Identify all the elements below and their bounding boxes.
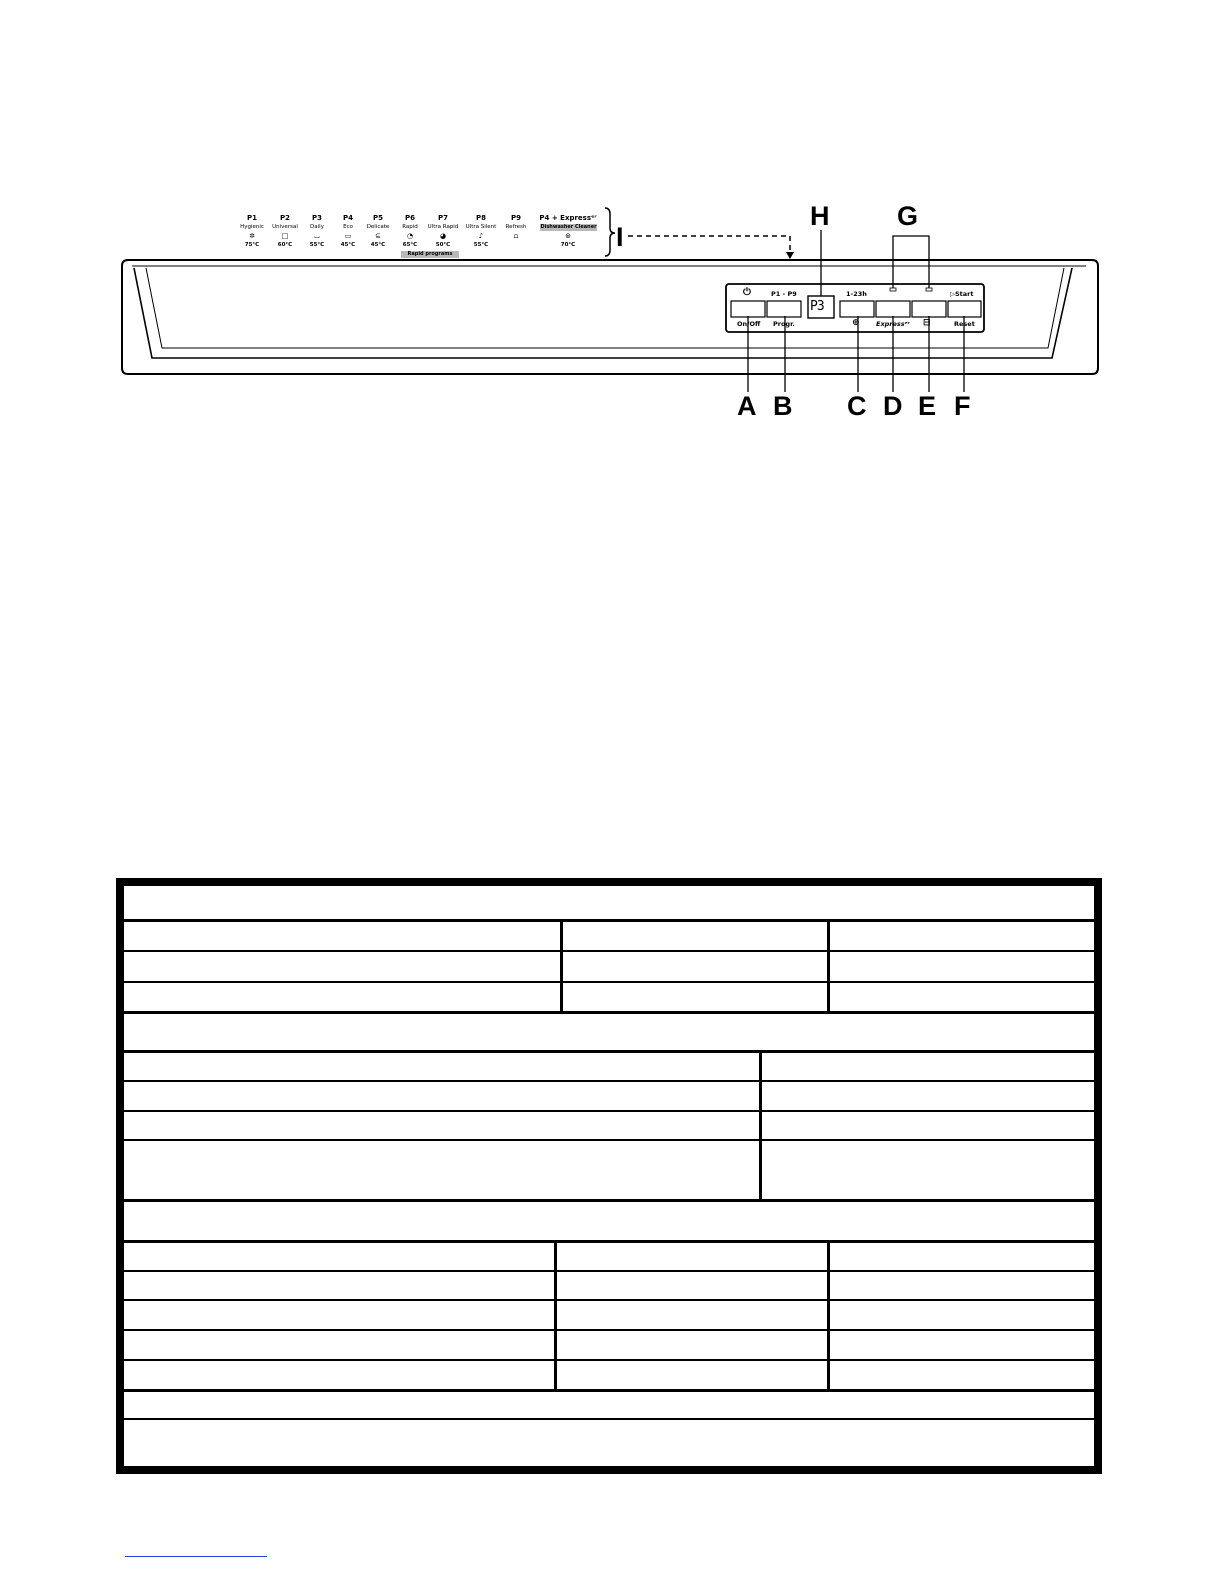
divider <box>124 950 1094 952</box>
section-1-header <box>124 886 1094 919</box>
delicate-icon: ⊆ <box>375 232 381 240</box>
panel-outline <box>0 0 1224 430</box>
divider <box>759 1050 762 1200</box>
dishwasher-cleaner-icon: ⊛ <box>565 232 571 240</box>
ultra-silent-icon: ♪ <box>478 232 484 240</box>
divider <box>124 1139 1094 1141</box>
callout-d: D <box>883 391 903 421</box>
play-icon: ▷ <box>950 290 955 298</box>
program-p3: P3 Daily ⌴ 55°C <box>297 214 337 249</box>
callout-e: E <box>918 391 937 421</box>
reset-label: Reset <box>954 320 975 328</box>
express-label: Expressᵉʳ <box>876 320 910 328</box>
hygienic-icon: ✲ <box>249 232 255 240</box>
divider <box>560 919 563 1014</box>
divider <box>124 1270 1094 1272</box>
divider <box>124 981 1094 983</box>
program-p9: P9 Refresh ⩍ <box>496 214 536 241</box>
power-icon: ⏻ <box>743 287 751 298</box>
callout-f: F <box>954 391 971 421</box>
clock-icon: ⊕ <box>852 318 860 328</box>
program-p1: P1 Hygienic ✲ 75°C <box>232 214 272 249</box>
divider <box>124 919 1094 922</box>
program-p7: P7 Ultra Rapid ◕ 50°C <box>423 214 463 249</box>
daily-icon: ⌴ <box>314 232 320 240</box>
callout-c: C <box>847 391 867 421</box>
section-3-header <box>124 1202 1094 1240</box>
divider <box>124 1080 1094 1082</box>
footer-link[interactable] <box>125 1556 267 1557</box>
program-p2: P2 Universal □ 60°C <box>265 214 305 249</box>
callout-g: G <box>897 201 919 231</box>
half-load-icon: ⊟ <box>923 318 931 328</box>
start-label: ▷Start <box>950 290 974 298</box>
program-display: P3 <box>810 299 824 314</box>
on-off-label: On/Off <box>737 320 761 328</box>
divider <box>124 1050 1094 1053</box>
refresh-icon: ⩍ <box>513 232 519 240</box>
specification-table <box>116 878 1102 1474</box>
callout-h: H <box>810 201 830 231</box>
callout-b: B <box>773 391 793 421</box>
ultra-rapid-icon: ◕ <box>439 232 447 240</box>
program-p5: P5 Delicate ⊆ 45°C <box>358 214 398 249</box>
section-2-header <box>124 1014 1094 1050</box>
divider <box>554 1240 557 1390</box>
divider <box>827 1240 830 1390</box>
eco-icon: ▭ <box>344 232 352 240</box>
progr-label: Progr. <box>773 320 795 328</box>
program-range-label: P1 - P9 <box>771 290 797 298</box>
rapid-programs-tag: Rapid programs <box>401 251 459 258</box>
delay-button[interactable] <box>840 301 874 317</box>
dishwasher-cleaner-tag: Dishwasher Cleaner <box>540 224 597 230</box>
program-p8: P8 Ultra Silent ♪ 55°C <box>461 214 501 249</box>
start-reset-button[interactable] <box>948 301 981 317</box>
delay-range-label: 1-23h <box>846 290 867 298</box>
divider <box>124 1359 1094 1361</box>
on-off-button[interactable] <box>731 301 765 317</box>
divider <box>124 1389 1094 1392</box>
program-p6: P6 Rapid ◔ 65°C <box>390 214 430 249</box>
divider <box>124 1240 1094 1243</box>
divider <box>124 1329 1094 1331</box>
callout-i: I <box>616 222 624 252</box>
rapid-icon: ◔ <box>406 232 414 240</box>
program-button[interactable] <box>767 301 801 317</box>
program-p4-express: P4 + Expressᵉʳ ⊛ 70°C <box>539 214 597 248</box>
divider <box>124 1110 1094 1112</box>
program-p4: P4 Eco ▭ 45°C <box>328 214 368 249</box>
callout-a: A <box>737 391 757 421</box>
notes-area <box>124 1420 1094 1466</box>
half-load-button[interactable] <box>912 301 946 317</box>
divider <box>124 1299 1094 1301</box>
express-button[interactable] <box>876 301 910 317</box>
divider <box>827 919 830 1014</box>
universal-icon: □ <box>281 232 289 240</box>
